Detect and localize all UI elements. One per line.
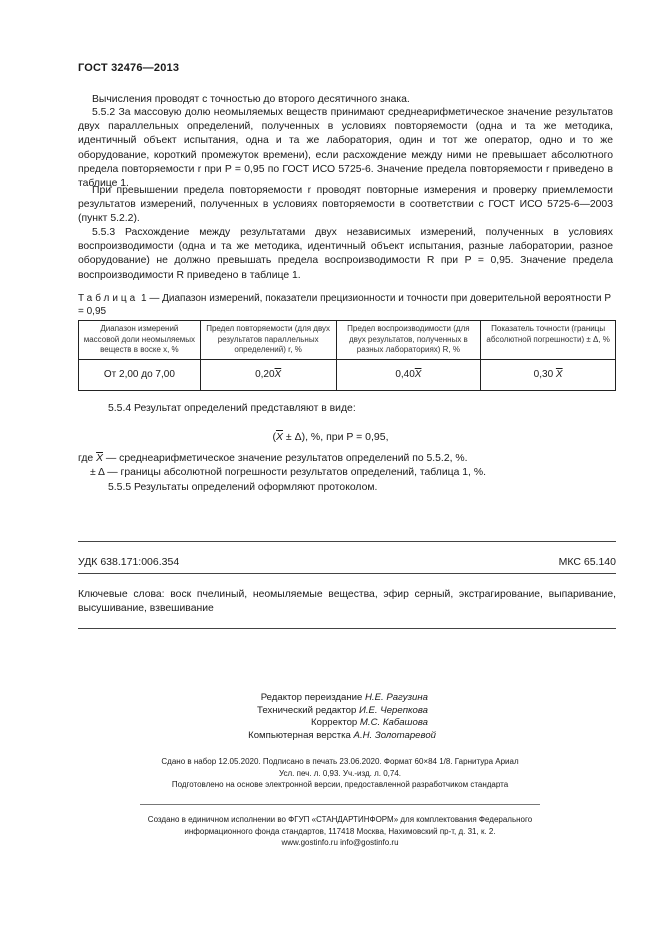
divider-middle [78,573,616,574]
credit-name: М.С. Кабашова [359,717,428,728]
header-repeatability: Предел повторяемости (для двух результатов параллельных определений) r, % [200,321,336,360]
precision-table [78,320,616,391]
header-reproducibility: Предел воспроизводимости (для двух результатов, полученных в разных лабораториях) R, % [336,321,481,360]
where-text: — среднеарифметическое значение результатов определений по 5.5.2, %. [103,453,468,464]
credit-name: А.Н. Золотаревой [353,729,436,741]
imprint-line: Сдано в набор 12.05.2020. Подписано в печать 23.06.2020. Формат 60×84 1/8. Гарнитура Ариал [161,757,519,766]
cell-reproducibility-coef: 0,40 [395,369,415,380]
paragraph-5-5-4: 5.5.4 Результат определений представляют в виде: [108,403,356,414]
cell-accuracy [481,359,616,390]
credit-name: Н.Е. Рагузина [365,692,428,703]
imprint-line: Подготовлено на основе электронной версии, предоставленной разработчиком стандарта [171,780,509,789]
cell-reproducibility [336,359,481,390]
keywords: Ключевые слова: воск пчелиный, неомыляемые вещества, эфир серный, экстрагирование, выпаривание, высушивание, взвешивание [78,589,616,615]
publisher-line: информационного фонда стандартов, 117418 Москва, Нахимовский пр-т, д. 31, к. 2. [184,826,496,836]
credit-role: Корректор [311,717,358,728]
paragraph-5-5-5: 5.5.5 Результаты определений оформляют протоколом. [108,482,378,493]
delta-line: ± Δ — границы абсолютной погрешности результатов определений, таблица 1, %. [90,467,486,478]
formula-xbar: $\overline{X}$ [275,431,283,443]
divider-bottom [78,628,616,629]
cell-repeatability-coef: 0,20 [255,369,275,380]
where-line [78,452,618,466]
header-range: Диапазон измерений массовой доли неомыляемых веществ в воске x, % [79,321,201,360]
paragraph-repeat: При превышении предела повторяемости r проводят повторные измерения и проверку приемлемости результатов измерений, полученных в условиях повторяемости в соответствии с ГОСТ ИСО 5725-6—2003 (пункт 5.2.2). [78,185,613,225]
publisher-line: Создано в единичном исполнении во ФГУП «СТАНДАРТИНФОРМ» для комплектования Федерального [147,815,533,824]
imprint-block [90,756,590,791]
credit-name: И.Е. Черепкова [358,704,428,716]
table-header-row [79,321,616,360]
cell-accuracy-coef: 0,30 [533,369,554,380]
table-row [79,359,616,390]
where-lead: где [78,453,97,464]
formula-open: ( [272,431,276,443]
credit-role: Компьютерная верстка [248,729,351,741]
credit-role: Редактор переиздание [260,692,363,703]
credits-block [150,692,436,742]
credit-role: Технический редактор [257,704,357,716]
credit-editor [150,692,428,705]
formula-rest: ± Δ), %, при P = 0,95, [282,431,389,443]
header-accuracy: Показатель точности (границы абсолютной погрешности) ± Δ, % [481,321,616,360]
credit-corrector [150,717,428,730]
result-formula [0,431,661,443]
table-caption [78,292,618,318]
where-xbar: $\overline{X}$ [96,453,103,464]
xbar-symbol: $\overline{X}$ [414,369,422,380]
publisher-block [80,814,600,849]
credit-layout [150,730,436,743]
divider-top [78,541,616,542]
udk-code: УДК 638.171:006.354 [78,556,180,568]
document-header: ГОСТ 32476—2013 [78,62,180,74]
xbar-symbol: $\overline{X}$ [555,369,563,380]
imprint-divider [140,804,540,805]
imprint-line: Усл. печ. л. 0,93. Уч.-изд. л. 0,74. [278,768,402,778]
credit-tech-editor [150,705,428,718]
paragraph-5-5-2: 5.5.2 За массовую долю неомыляемых веществ принимают среднеарифметическое значение результатов двух параллельных определений, полученных в условиях повторяемости (одна и та же методика, идентичный объект испытания, одна и та же лаборатория, один и тот же оператор, одно и то же оборудование, короткий промежуток времени), если расхождение между ними не превышает абсолютного предела повторяемости r при P = 0,95 по ГОСТ ИСО 5725-6. Значение предела повторяемости r приведено в таблице 1. [78,107,613,190]
table-caption-text: 1 — Диапазон измерений, показатели прецизионности и точности при доверительной вероятности P = 0,95 [78,293,611,317]
paragraph-5-5-3: 5.5.3 Расхождение между результатами двух независимых измерений, полученных в условиях воспроизводимости (одна и та же методика, идентичный объект испытания, разные лаборатории, разное оборудование) не должно превышать предела воспроизводимости R при P = 0,95. Значение предела воспроизводимости R приведено в таблице 1. [78,227,613,281]
cell-repeatability [200,359,336,390]
cell-range: От 2,00 до 7,00 [79,359,201,390]
table-caption-lead: Таблица [78,293,139,304]
xbar-symbol: $\overline{X}$ [274,369,282,380]
paragraph-precision: Вычисления проводят с точностью до второго десятичного знака. [92,94,410,105]
publisher-links[interactable]: www.gostinfo.ru info@gostinfo.ru [281,838,399,847]
mks-code: МКС 65.140 [558,556,616,568]
